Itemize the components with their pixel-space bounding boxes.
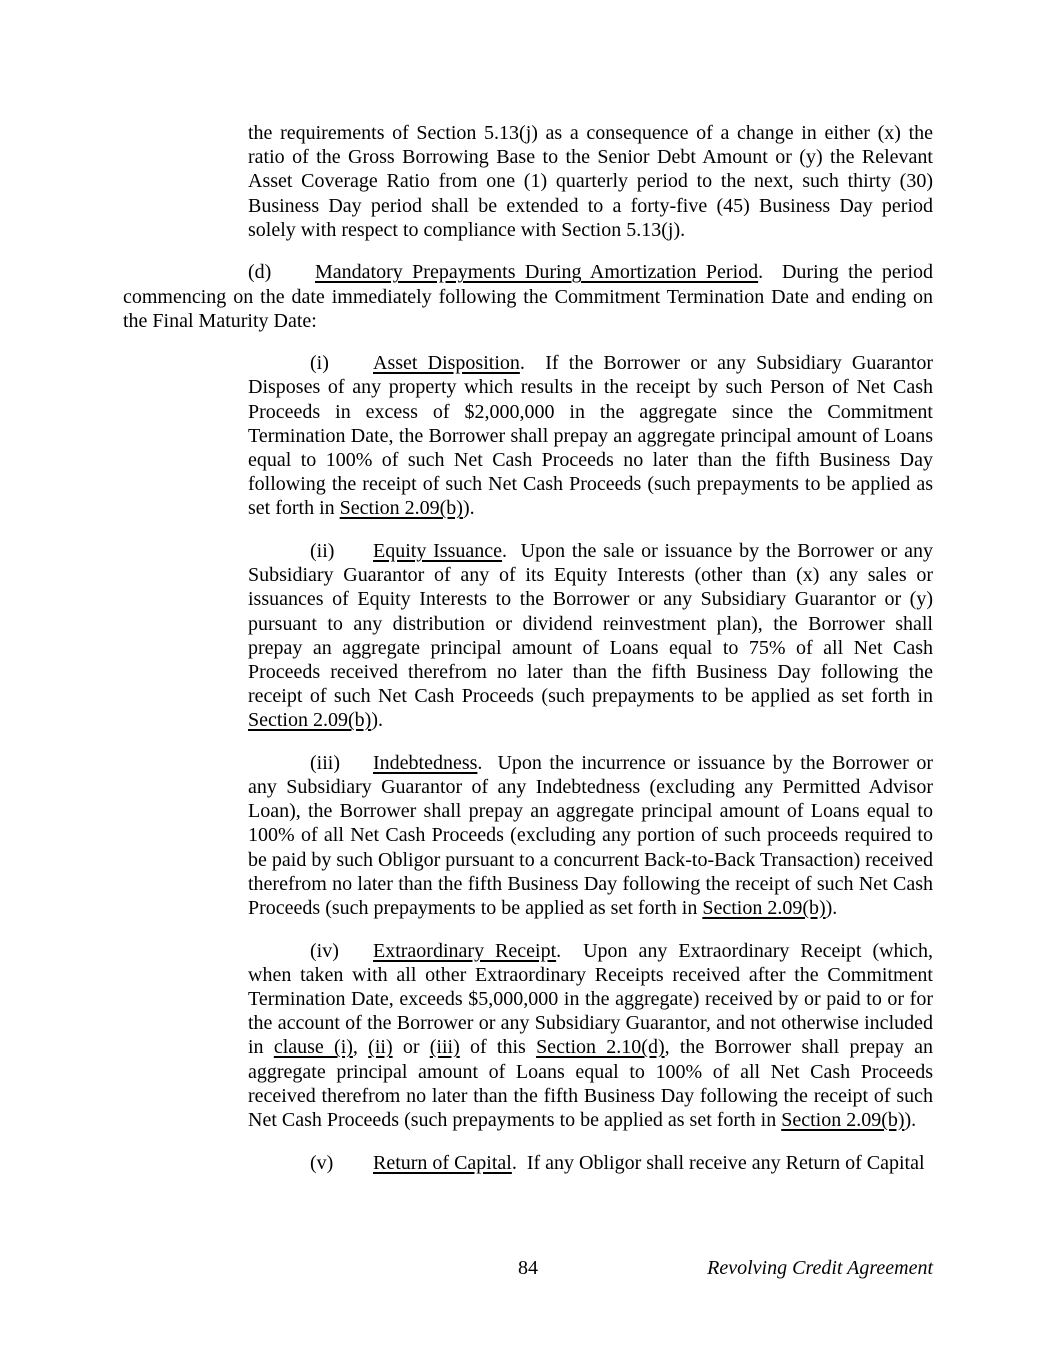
underlined-text: Section 2.09(b) bbox=[339, 497, 463, 520]
underlined-text: Equity Issuance bbox=[373, 539, 503, 562]
clause-label-clause-d-iv: (iv) bbox=[310, 939, 339, 962]
footer-document-title: Revolving Credit Agreement bbox=[707, 1257, 933, 1279]
clause-label-clause-d-ii: (ii) bbox=[310, 539, 335, 562]
underlined-text: (ii) bbox=[368, 1036, 393, 1059]
underlined-text: Indebtedness bbox=[373, 751, 478, 774]
text-run: . During the period commencing on the date immediately following the Commitment Termination Date and ending on the Final Maturity Date: bbox=[123, 261, 934, 332]
text-run: , bbox=[352, 1036, 369, 1059]
paragraph-clause-d-v bbox=[248, 1151, 933, 1175]
document-body bbox=[123, 121, 933, 1193]
underlined-text: Section 2.09(b) bbox=[248, 709, 372, 732]
paragraph-intro-continuation bbox=[248, 121, 933, 242]
clause-label-clause-d-i: (i) bbox=[310, 352, 329, 375]
underlined-text: clause (i) bbox=[273, 1036, 353, 1059]
paragraph-clause-d-iv bbox=[248, 939, 933, 1133]
text-run: . Upon the sale or issuance by the Borrower or any Subsidiary Guarantor of any of its Equity Interests (other than (x) any sales or issuances of Equity Interests to the Borrower or any Subsidiary Guarantor or (y) pursuant to any distribution or dividend reinvestment plan), the Borrower shall prepay an aggregate principal amount of Loans equal to 75% of all Net Cash Proceeds received therefrom no later than the fifth Business Day following the receipt of such Net Cash Proceeds (such prepayments to be applied as set forth in bbox=[248, 539, 934, 708]
text-run: , the Borrower shall prepay an aggregate principal amount of Loans equal to 100% of all Net Cash Proceeds received therefrom no later than the fifth Business Day following the receipt of such Net Cash Proceeds (such prepayments to be applied as set forth in bbox=[248, 1036, 933, 1131]
text-run: . If any Obligor shall receive any Return of Capital bbox=[511, 1151, 925, 1174]
clause-label-clause-d-iii: (iii) bbox=[310, 751, 340, 774]
underlined-text: Section 2.10(d) bbox=[536, 1036, 665, 1059]
text-run: ). bbox=[904, 1109, 917, 1131]
underlined-text: Section 2.09(b) bbox=[702, 897, 826, 920]
text-run: . Upon any Extraordinary Receipt (which, when taken with all other Extraordinary Receipts received after the Commitment Termination Date, exceeds $5,000,000 in the aggregate) received by or paid to or for the account of the Borrower or any Subsidiary Guarantor, and not otherwise included in bbox=[248, 939, 933, 1059]
paragraph-clause-d-i bbox=[248, 351, 933, 520]
text-run: . Upon the incurrence or issuance by the Borrower or any Subsidiary Guarantor of any Indebtedness (excluding any Permitted Advisor Loan), the Borrower shall prepay an aggregate principal amount of Loans equal to 100% of all Net Cash Proceeds (excluding any portion of such proceeds required to be paid by such Obligor pursuant to a concurrent Back-to-Back Transaction) received therefrom no later than the fifth Business Day following the receipt of such Net Cash Proceeds (such prepayments to be applied as set forth in bbox=[248, 751, 933, 920]
underlined-text: Return of Capital bbox=[373, 1151, 512, 1174]
clause-label-clause-d-v: (v) bbox=[310, 1151, 334, 1174]
text-run: . If the Borrower or any Subsidiary Guarantor Disposes of any property which results in the receipt by such Person of Net Cash Proceeds in excess of $2,000,000 in the aggregate since the Commitment Termination Date, the Borrower shall prepay an aggregate principal amount of Loans equal to 100% of such Net Cash Proceeds no later than the fifth Business Day following the receipt of such Net Cash Proceeds (such prepayments to be applied as set forth in bbox=[248, 352, 933, 520]
paragraph-clause-d bbox=[123, 260, 933, 333]
clause-label-clause-d: (d) bbox=[248, 261, 272, 284]
paragraph-clause-d-iii bbox=[248, 751, 933, 920]
text-run: or bbox=[392, 1036, 430, 1059]
paragraph-clause-d-ii bbox=[248, 539, 933, 733]
page-footer bbox=[123, 1256, 933, 1282]
text-run: ). bbox=[462, 497, 475, 520]
text-run: of this bbox=[459, 1036, 537, 1059]
underlined-text: Section 2.09(b) bbox=[781, 1109, 905, 1131]
text-run: ). bbox=[825, 897, 838, 920]
text-run: ). bbox=[371, 709, 383, 732]
underlined-text: Mandatory Prepayments During Amortization Period bbox=[315, 261, 759, 284]
underlined-text: Asset Disposition bbox=[373, 352, 520, 375]
underlined-text: Extraordinary Receipt bbox=[373, 939, 557, 962]
page-number: 84 bbox=[518, 1257, 538, 1279]
underlined-text: (iii) bbox=[429, 1036, 460, 1059]
text-run: the requirements of Section 5.13(j) as a consequence of a change in either (x) the ratio of the Gross Borrowing Base to the Senior Debt Amount or (y) the Relevant Asset Coverage Ratio from one (1) quarterly period to the next, such thirty (30) Business Day period shall be extended to a forty-five (45) Business Day period solely with respect to compliance with Section 5.13(j). bbox=[248, 122, 933, 241]
